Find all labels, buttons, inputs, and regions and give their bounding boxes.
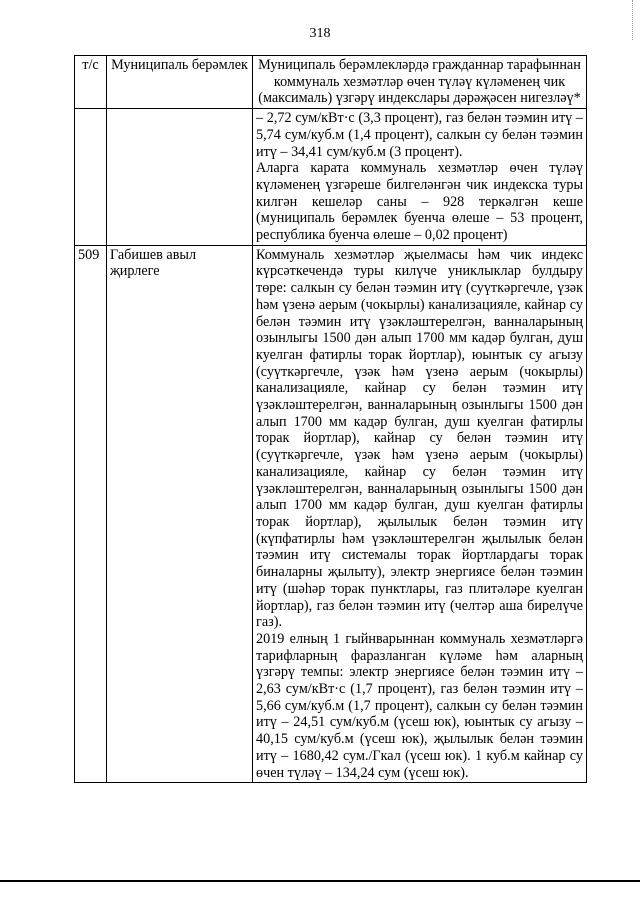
row-municipality [107,109,253,246]
table-row-509 [75,245,587,783]
row-paragraph: 2019 елның 1 гыйнварыннан коммуналь хезмәтләргә тарифларның фаразланган күләме һәм аларның үзгәрү темпы: электр энергиясе белән тәэмин итү – 2,63 сум/кВт·с (1,7 процент), газ белән тәэмин итү – 5,66 сум/куб.м (1,7 процент), салкын су белән тәэмин итү – 24,51 сум/куб.м (үсеш юк), юынтык су агызу – 40,15 сум/куб.м (үсеш юк), җылылык белән тәэмин итү – 1680,42 сум./Гкал (үсеш юк). 1 куб.м кайнар су өчен түләү – 134,24 сум (үсеш юк). [256,630,583,781]
tariff-table [74,55,587,783]
row-description [253,109,587,246]
row-number [75,109,107,246]
header-description: Муниципаль берәмлекләрдә гражданнар тарафыннан коммуналь хезмәтләр өчен түләү күләменең чик (максималь) үзгәрү индекслары дәрәҗәсен нигезләү* [253,56,587,109]
row-paragraph: Аларга карата коммуналь хезмәтләр өчен түләү күләменең үзгәреше билгеләнгән чик индекска туры килгән кешеләр саны – 928 теркәлгән кеше (муниципаль берәмлек буенча өлеше – 53 процент, республика буенча өлеше – 0,02 процент) [256,160,583,244]
page-number: 318 [309,26,331,41]
row-municipality: Габишев авыл җирлеге [107,245,253,783]
scan-edge-mark [632,0,634,40]
page-bottom-border [0,880,640,882]
header-number: т/с [75,56,107,109]
row-paragraph: Коммуналь хезмәтләр җыелмасы һәм чик индекс күрсәткечендә туры килүче униклыклар булдыру төре: салкын су белән тәэмин итү (суүткәргечле, үзәк һәм үзенә аерым (чокырлы) канализацияле, кайнар су белән тәэмин итү үзәкләштерелгән, ванналарының озынлыгы 1500 дән алып 1700 мм кадәр булган, душ куелган фатирлы торак йортлар), юынтык су агызу (суүткәргечле, үзәк һәм үзенә аерым (чокырлы) канализацияле, кайнар су белән тәэмин итү үзәкләштерелгән, ванналарының озынлыгы 1500 дән алып 1700 мм кадәр булган, душ куелган фатирлы торак йортлар), кайнар су белән тәэмин итү (суүткәргечле, үзәк һәм үзенә аерым (чокырлы) канализацияле, кайнар су белән тәэмин итү үзәкләштерелгән, ванналарының озынлыгы 1500 дән алып 1700 мм кадәр булган, душ куелган фатирлы торак йортлар), җылылык белән тәэмин итү (күпфатирлы һәм үзәкләштерелгән җылылык белән тәэмин итү системалы торак йортлардагы торак биналарны җылыту), электр энергиясе белән тәэмин итү (шәһәр торак пунктлары, газ плитәләре куелган йортлар), газ белән тәэмин итү (челтәр аша бирелүче газ). [256,246,583,631]
table-header-row [75,56,587,109]
row-number: 509 [75,245,107,783]
row-description [253,245,587,783]
row-paragraph: – 2,72 сум/кВт·с (3,3 процент), газ белән тәэмин итү – 5,74 сум/куб.м (1,4 процент), салкын су белән тәэмин итү – 34,41 сум/куб.м (3 процент). [256,110,583,160]
header-municipality: Муниципаль берәмлек [107,56,253,109]
table-row-continuation [75,109,587,246]
